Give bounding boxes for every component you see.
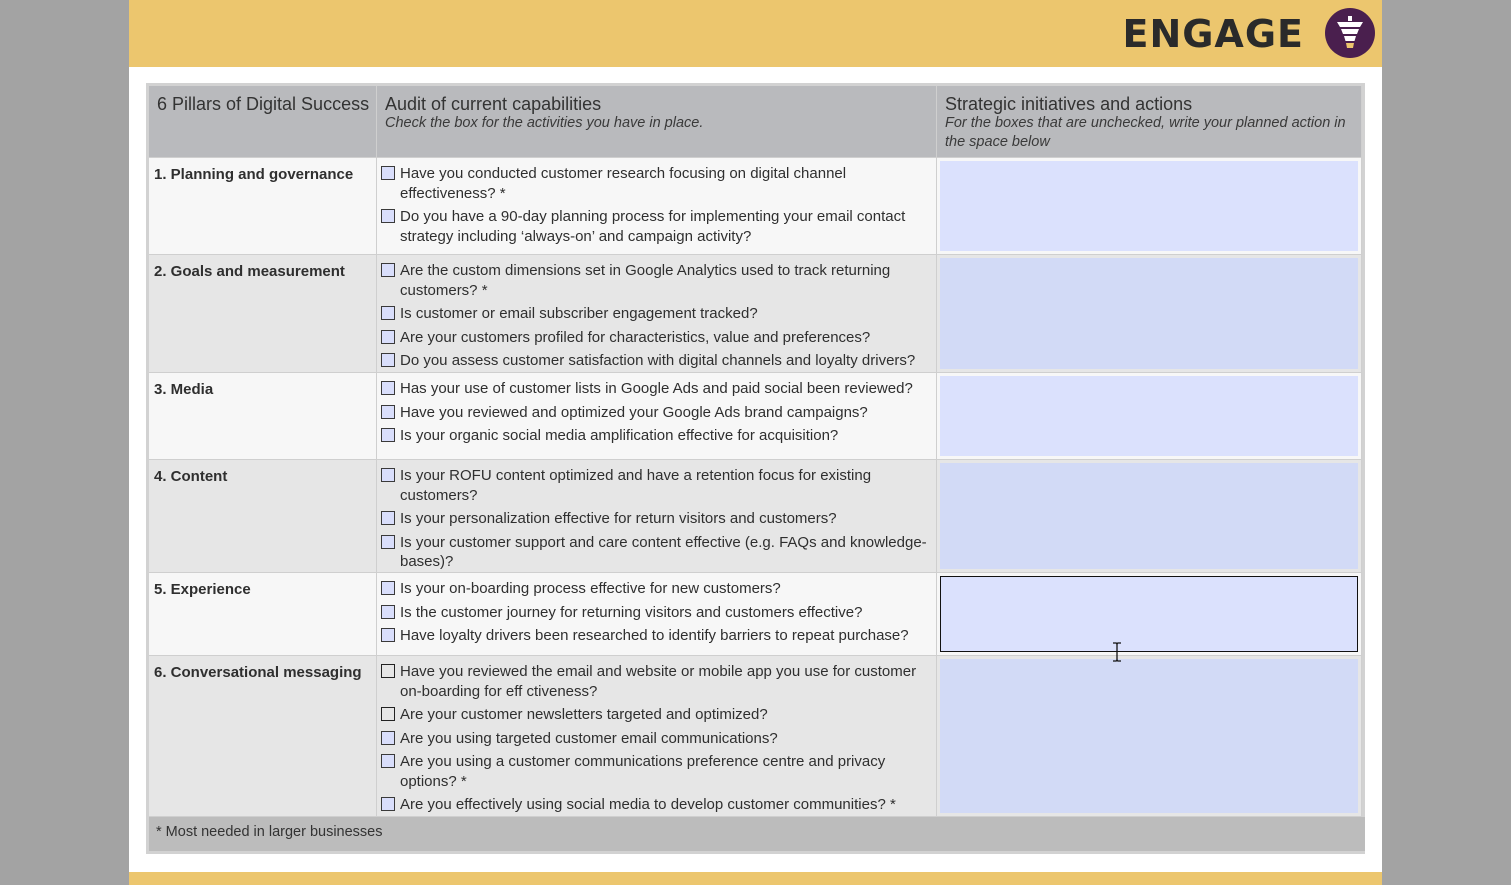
checkbox[interactable] (381, 330, 395, 344)
footnote: * Most needed in larger businesses (149, 817, 1365, 851)
checkbox[interactable] (381, 797, 395, 811)
checkbox[interactable] (381, 353, 395, 367)
action-text-field[interactable] (940, 659, 1358, 813)
audit-checklist (377, 373, 937, 460)
checklist-item (381, 752, 930, 791)
action-text-field-focused[interactable] (940, 576, 1358, 652)
checklist-item (381, 662, 930, 701)
footer-band (129, 872, 1382, 885)
action-text-field[interactable] (940, 463, 1358, 569)
checkbox[interactable] (381, 306, 395, 320)
checklist-item-text: Is your ROFU content optimized and have a retention focus for existing customers? (400, 467, 872, 504)
checklist-item-text: Are the custom dimensions set in Google Analytics used to track returning customers? * (400, 262, 891, 299)
checkbox[interactable] (381, 664, 395, 678)
audit-checklist (377, 460, 937, 573)
checklist-item-text: Are you using targeted customer email communications? (400, 729, 778, 747)
pillar-label: 5. Experience (149, 573, 377, 656)
column-subtitle: For the boxes that are unchecked, write your planned action in the space below (945, 115, 1346, 150)
pillar-label: 2. Goals and measurement (149, 255, 377, 373)
checkbox[interactable] (381, 263, 395, 277)
audit-checklist (377, 656, 937, 817)
checklist-item (381, 403, 930, 423)
checkbox[interactable] (381, 511, 395, 525)
page-title: ENGAGE (1122, 12, 1304, 56)
pillar-label: 3. Media (149, 373, 377, 460)
action-text-field[interactable] (940, 161, 1358, 251)
column-header-actions (937, 86, 1362, 158)
lighthouse-icon (1325, 8, 1375, 58)
checklist-item (381, 466, 930, 505)
checklist-item-text: Is your personalization effective for return visitors and customers? (400, 510, 837, 527)
checkbox[interactable] (381, 209, 395, 223)
action-cell (937, 373, 1362, 460)
action-cell (937, 573, 1362, 656)
column-subtitle: Check the box for the activities you have in place. (385, 115, 704, 131)
checkbox[interactable] (381, 581, 395, 595)
audit-checklist (377, 573, 937, 656)
checkbox[interactable] (381, 628, 395, 642)
checklist-item-text: Is your customer support and care content effective (e.g. FAQs and knowledge-bases)? (400, 533, 927, 570)
action-text-field[interactable] (940, 258, 1358, 369)
column-title: Audit of current capabilities (385, 94, 602, 114)
checkbox[interactable] (381, 535, 395, 549)
checklist-item (381, 626, 930, 646)
checklist-item-text: Have loyalty drivers been researched to identify barriers to repeat purchase? (400, 627, 909, 644)
checklist-item (381, 379, 930, 399)
text-cursor-icon (1111, 642, 1123, 662)
checklist-item (381, 164, 930, 203)
pillar-label: 1. Planning and governance (149, 158, 377, 255)
checklist-item-text: Are your customers profiled for characteristics, value and preferences? (400, 328, 871, 346)
checklist-item (381, 509, 930, 529)
header-band (129, 0, 1382, 67)
checklist-item (381, 328, 930, 348)
checkbox[interactable] (381, 166, 395, 180)
checklist-item-text: Do you have a 90-day planning process for implementing your email contact strategy including ‘always-on’ and campaign activity? (400, 208, 906, 245)
checklist-item-text: Is the customer journey for returning visitors and customers effective? (400, 603, 863, 621)
checklist-item (381, 705, 930, 725)
checklist-item-text: Do you assess customer satisfaction with digital channels and loyalty drivers? (400, 352, 916, 369)
document-page (129, 0, 1382, 885)
checklist-item-text: Have you reviewed the email and website or mobile app you use for customer on-boarding for eff ctiveness? (400, 663, 917, 700)
checkbox[interactable] (381, 707, 395, 721)
checklist-item (381, 261, 930, 300)
capability-audit-sheet (146, 83, 1365, 854)
checklist-item-text: Are your customer newsletters targeted and optimized? (400, 706, 768, 723)
checklist-item-text: Are you using a customer communications preference centre and privacy options? * (400, 753, 886, 790)
column-title: Strategic initiatives and actions (945, 94, 1193, 114)
checklist-item-text: Is your organic social media amplification effective for acquisition? (400, 427, 839, 444)
checklist-item-text: Have you conducted customer research focusing on digital channel effectiveness? * (400, 165, 847, 202)
action-cell (937, 255, 1362, 373)
action-cell (937, 460, 1362, 573)
checklist-item-text: Have you reviewed and optimized your Google Ads brand campaigns? (400, 403, 868, 421)
checkbox[interactable] (381, 405, 395, 419)
action-cell (937, 158, 1362, 255)
checklist-item (381, 533, 930, 572)
checklist-item (381, 304, 930, 324)
checklist-item (381, 426, 930, 446)
audit-checklist (377, 255, 937, 373)
checkbox[interactable] (381, 428, 395, 442)
checklist-item-text: Has your use of customer lists in Google Ads and paid social been reviewed? (400, 380, 913, 397)
checkbox[interactable] (381, 731, 395, 745)
pillar-label: 6. Conversational messaging (149, 656, 377, 817)
column-header-pillars (149, 86, 377, 158)
checkbox[interactable] (381, 754, 395, 768)
checkbox[interactable] (381, 381, 395, 395)
checklist-item (381, 729, 930, 749)
column-header-audit (377, 86, 937, 158)
action-cell (937, 656, 1362, 817)
checklist-item (381, 207, 930, 246)
audit-checklist (377, 158, 937, 255)
checklist-item (381, 579, 930, 599)
checklist-item-text: Is your on-boarding process effective for new customers? (400, 580, 781, 597)
checklist-item (381, 795, 930, 815)
column-title: 6 Pillars of Digital Success (157, 94, 370, 114)
checkbox[interactable] (381, 605, 395, 619)
checklist-item (381, 603, 930, 623)
checklist-item-text: Is customer or email subscriber engagement tracked? (400, 305, 758, 322)
action-text-field[interactable] (940, 376, 1358, 456)
checklist-item (381, 351, 930, 371)
pillar-label: 4. Content (149, 460, 377, 573)
checklist-item-text: Are you effectively using social media to develop customer communities? * (400, 796, 896, 813)
checkbox[interactable] (381, 468, 395, 482)
